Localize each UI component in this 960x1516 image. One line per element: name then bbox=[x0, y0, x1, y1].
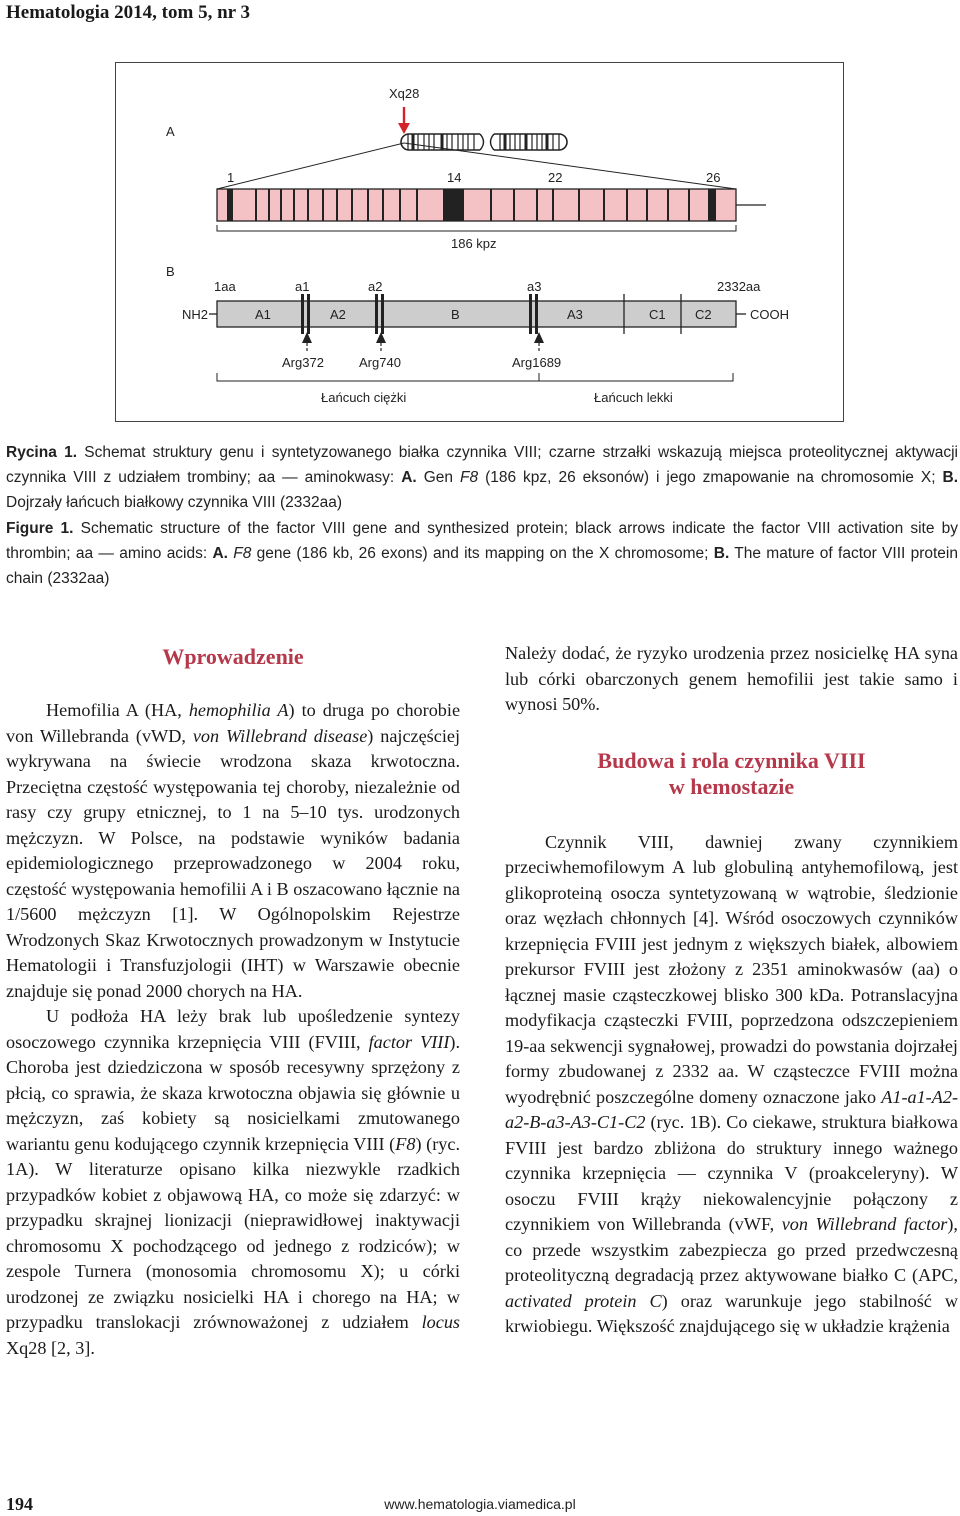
caption-text: The mature of factor VIII protein chain (2332aa) bbox=[6, 545, 958, 587]
caption-a-label: A. bbox=[401, 469, 417, 486]
figure-caption-polish bbox=[6, 440, 958, 515]
cleavage-arrow-icon bbox=[302, 332, 312, 352]
italic-term: von Willebrand disease bbox=[192, 725, 368, 746]
figure-diagram bbox=[116, 63, 845, 423]
cleavage-arrow-icon bbox=[534, 332, 544, 352]
left-column bbox=[6, 640, 460, 1361]
caption-b-label: B. bbox=[713, 545, 730, 562]
exon-label: 14 bbox=[447, 170, 462, 185]
gene-name: F8 bbox=[459, 469, 479, 486]
paragraph bbox=[6, 1004, 460, 1361]
text-run: U podłoża HA leży brak lub upośledzenie syntezy osoczowego czynnika krzepnięcia VIII (FVIII, bbox=[6, 1006, 460, 1052]
cleavage-site-label: Arg372 bbox=[282, 355, 324, 370]
panel-b-label: B bbox=[166, 264, 175, 279]
paragraph bbox=[505, 830, 958, 1340]
text-run: ) (ryc. 1A). W literaturze opisano kilka niezwykle rzadkich przypadków kobiet z objawową HA, co może się zdarzyć: w przypadku skrajnej lionizacji (nieprawidłowej inaktywacji chromosomu X pochodzącego od jednego z rodziców); w zespole Turnera (monosomia chromosomu X); u córki urodzonej ze związku nosicielki HA i chorego na HA; w przypadku translokacji zrównoważonej z udziałem bbox=[6, 1133, 460, 1332]
panel-a-label: A bbox=[166, 124, 175, 139]
paragraph: Należy dodać, że ryzyko urodzenia przez nosicielkę HA syna lub córki obarczonych genem hemofilii jest takie samo i wynosi 50%. bbox=[505, 643, 958, 714]
running-head: Hematologia 2014, tom 5, nr 3 bbox=[6, 2, 250, 23]
f8-gene bbox=[217, 189, 766, 221]
section-title-introduction: Wprowadzenie bbox=[162, 644, 304, 669]
domain-label: A3 bbox=[567, 307, 583, 322]
light-chain-label: Łańcuch lekki bbox=[594, 390, 673, 405]
italic-term: factor VIII bbox=[368, 1031, 450, 1052]
text-run: ) najczęściej wykrywana na świecie wrodzona skaza krwotoczna. Przeciętna częstość występowania tej choroby, niezależnie od rasy czy grupy etnicznej, to 1 na 5–10 tys. urodzonych mężczyzn. W Polsce, na podstawie wyników badania epidemiologicznego przeprowadzonego w 2004 roku, częstość występowania hemofilii A i B oszacowano łącznie na 1/5600 mężczyzn [1]. W Ogólnopolskim Rejestrze Wrodzonych Skaz Krwotocznych prowadzonym w Instytucie Hematologii i Transfuzjologii (IHT) w Warszawie obecnie znajduje się ponad 2000 chorych na HA. bbox=[6, 725, 461, 1001]
domain-label: A2 bbox=[330, 307, 346, 322]
italic-term: activated protein C bbox=[505, 1290, 662, 1311]
caption-label: Rycina 1. bbox=[6, 444, 77, 461]
text-run: ), co przede wszystkim zabezpiecza go przed przedwczesną proteolityczną degradacją przez aktywowane białko C (APC, bbox=[505, 1214, 958, 1285]
caption-label: Figure 1. bbox=[6, 520, 74, 537]
text-run: Czynnik VIII, dawniej zwany czynnikiem przeciwhemofilowym A lub globuliną antyhemofilową, jest glikoproteiną osocza syntetyzowaną w wątrobie, śledzionie oraz węzłach chłonnych [4]. Wśród osoczowych czynników krzepnięcia FVIII jest jednym z większych białek, albowiem prekursor FVIII jest złożony z 2351 aminokwasów (aa) o łącznej masie cząsteczkowej blisko 300 kDa. Potranslacyjna modyfikacja cząsteczki FVIII, poprzedzona odszczepieniem 19-aa sekwencji sygnałowej, prowadzi do powstania dojrzałej formy zbudowanej z 2332 aa. W cząsteczce FVIII można wyodrębnić poszczególne domeny oznaczone jako bbox=[505, 831, 958, 1107]
aa-label: a3 bbox=[527, 279, 542, 294]
caption-text: (186 kpz, 26 eksonów) i jego zmapowanie na chromosomie X; bbox=[485, 469, 936, 486]
caption-text: Dojrzały łańcuch białkowy czynnika VIII (2332aa) bbox=[6, 494, 342, 511]
exon-label: 22 bbox=[548, 170, 563, 185]
paragraph bbox=[6, 698, 460, 1004]
caption-text: gene (186 kb, 26 exons) and its mapping on the X chromosome; bbox=[256, 545, 709, 562]
caption-text: Schematic structure of the factor VIII gene and synthesized protein; black arrows indicate the factor VIII activation site by thrombin; aa — amino acids: bbox=[6, 520, 958, 562]
heavy-chain-bracket bbox=[217, 373, 539, 381]
locus-label: Xq28 bbox=[389, 86, 420, 101]
gene-size-bracket bbox=[217, 225, 736, 231]
title-line: Budowa i rola czynnika VIII bbox=[597, 747, 866, 773]
text-run: Xq28 [2, 3]. bbox=[6, 1337, 95, 1358]
section-title-fviii-structure bbox=[505, 748, 958, 800]
cleavage-site-label: Arg1689 bbox=[512, 355, 562, 370]
text-run: ) to druga po chorobie von Willebranda (vWD, bbox=[6, 700, 461, 746]
text-run: ). Choroba jest dziedziczona w sposób recesywny sprzężony z płcią, co sprawia, że skaza krwotoczna objawia się głównie u mężczyzn, zaś kobiety są nosicielkami zmutowanego wariantu genu kodującego czynnik krzepnięcia VIII ( bbox=[6, 1031, 460, 1154]
aa-label: a1 bbox=[295, 279, 310, 294]
aa-label: 2332aa bbox=[717, 279, 761, 294]
figure-caption-english bbox=[6, 516, 958, 591]
journal-url[interactable]: www.hematologia.viamedica.pl bbox=[384, 1496, 576, 1512]
title-line: w hemostazie bbox=[668, 773, 795, 799]
exon-label: 26 bbox=[706, 170, 721, 185]
caption-text: Schemat struktury genu i syntetyzowanego białka czynnika VIII; czarne strzałki wskazują miejsca proteolitycznej aktywacji czynnika VIII z udziałem trombiny; aa — aminokwasy: bbox=[6, 444, 958, 486]
heavy-chain-label: Łańcuch ciężki bbox=[321, 390, 407, 405]
domain-label: B bbox=[451, 307, 460, 322]
fviii-protein bbox=[182, 294, 789, 334]
right-column bbox=[505, 641, 958, 1340]
domain-label: C2 bbox=[695, 307, 712, 322]
light-chain-bracket bbox=[539, 373, 733, 381]
cleavage-site-label: Arg740 bbox=[359, 355, 401, 370]
italic-term: hemophilia A bbox=[188, 700, 289, 720]
c-terminus-label: COOH bbox=[750, 307, 789, 322]
aa-label: 1aa bbox=[214, 279, 236, 294]
italic-term: locus bbox=[421, 1312, 460, 1332]
cleavage-arrow-icon bbox=[376, 332, 386, 352]
gene-name: F8 bbox=[233, 545, 252, 562]
domain-label: C1 bbox=[649, 307, 666, 322]
gene-size-label: 186 kpz bbox=[451, 236, 497, 251]
n-terminus-label: NH2 bbox=[182, 307, 209, 322]
caption-a-label: A. bbox=[212, 545, 228, 562]
caption-text: Gen bbox=[423, 469, 453, 486]
italic-term: F8 bbox=[395, 1133, 416, 1154]
italic-term: von Willebrand factor bbox=[781, 1214, 948, 1234]
page-number: 194 bbox=[6, 1494, 33, 1514]
text-run: (ryc. 1B). Co ciekawe, struktura białkowa FVIII jest bardzo zbliżona do struktury innego ważnego czynnika krzepnięcia — czynnika V (proakceleryny). W osoczu FVIII krąży niekowalencyjnie połączony z czynnikiem von Willebranda (vWF, bbox=[505, 1112, 958, 1234]
chromosome-x bbox=[401, 133, 567, 151]
locus-arrow-icon bbox=[398, 107, 410, 134]
caption-b-label: B. bbox=[942, 469, 959, 486]
figure-1 bbox=[115, 62, 844, 422]
domain-label: A1 bbox=[255, 307, 271, 322]
zoom-line-left bbox=[217, 143, 404, 189]
text-run: ) oraz warunkuje jego stabilność w krwiobiegu. Większość znajdującego się w układzie krążenia bbox=[505, 1290, 958, 1336]
italic-term: A1-a1-A2-a2-B-a3-A3-C1-C2 bbox=[505, 1086, 958, 1132]
text-run: Hemofilia A (HA, bbox=[46, 700, 182, 720]
exon-label: 1 bbox=[227, 170, 235, 185]
aa-label: a2 bbox=[368, 279, 383, 294]
